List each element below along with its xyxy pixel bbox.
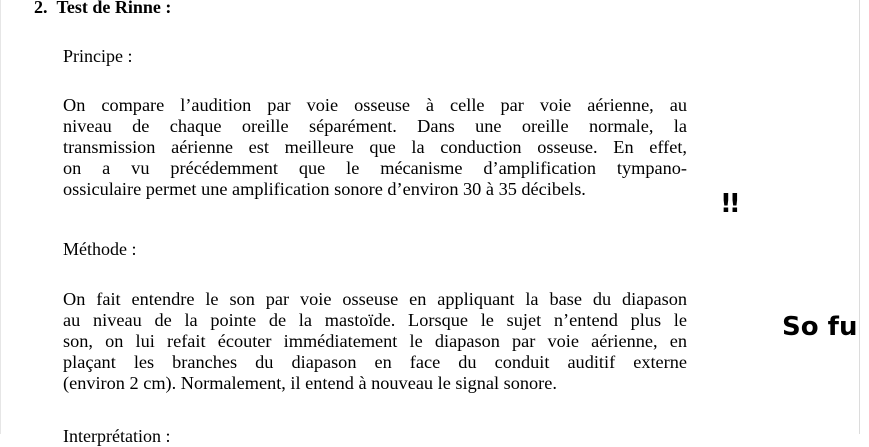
methode-line-5: (environ 2 cm). Normalement, il entend à nouveau le signal sonore. [63, 373, 557, 393]
next-section-label: Interprétation : [63, 426, 171, 446]
methode-paragraph [63, 289, 687, 394]
principe-line-4: on a vu précédemment que le mécanisme d’amplification tympano- [63, 158, 687, 178]
methode-line-3: son, on lui refait écouter immédiatement le diapason par voie aérienne, en [63, 331, 687, 351]
overlay-exclamation-marks: !! [720, 189, 738, 219]
principe-label: Principe : [63, 46, 133, 66]
principe-line-2: niveau de chaque oreille séparément. Dans une oreille normale, la [63, 116, 687, 136]
methode-line-4: plaçant les branches du diapason en face du conduit auditif externe [63, 352, 687, 372]
methode-label: Méthode : [63, 239, 137, 259]
principe-paragraph [63, 95, 687, 200]
principe-line-3: transmission aérienne est meilleure que la conduction osseuse. En effet, [63, 137, 687, 157]
principe-line-5: ossiculaire permet une amplification sonore d’environ 30 à 35 décibels. [63, 179, 586, 199]
methode-line-2: au niveau de la pointe de la mastoïde. Lorsque le sujet n’entend plus le [63, 310, 687, 330]
methode-line-1: On fait entendre le son par voie osseuse en appliquant la base du diapason [63, 289, 687, 309]
principe-line-1: On compare l’audition par voie osseuse à celle par voie aérienne, au [63, 95, 687, 115]
overlay-caption-text: So fu [782, 312, 858, 342]
section-heading: 2. Test de Rinne : [34, 0, 172, 17]
